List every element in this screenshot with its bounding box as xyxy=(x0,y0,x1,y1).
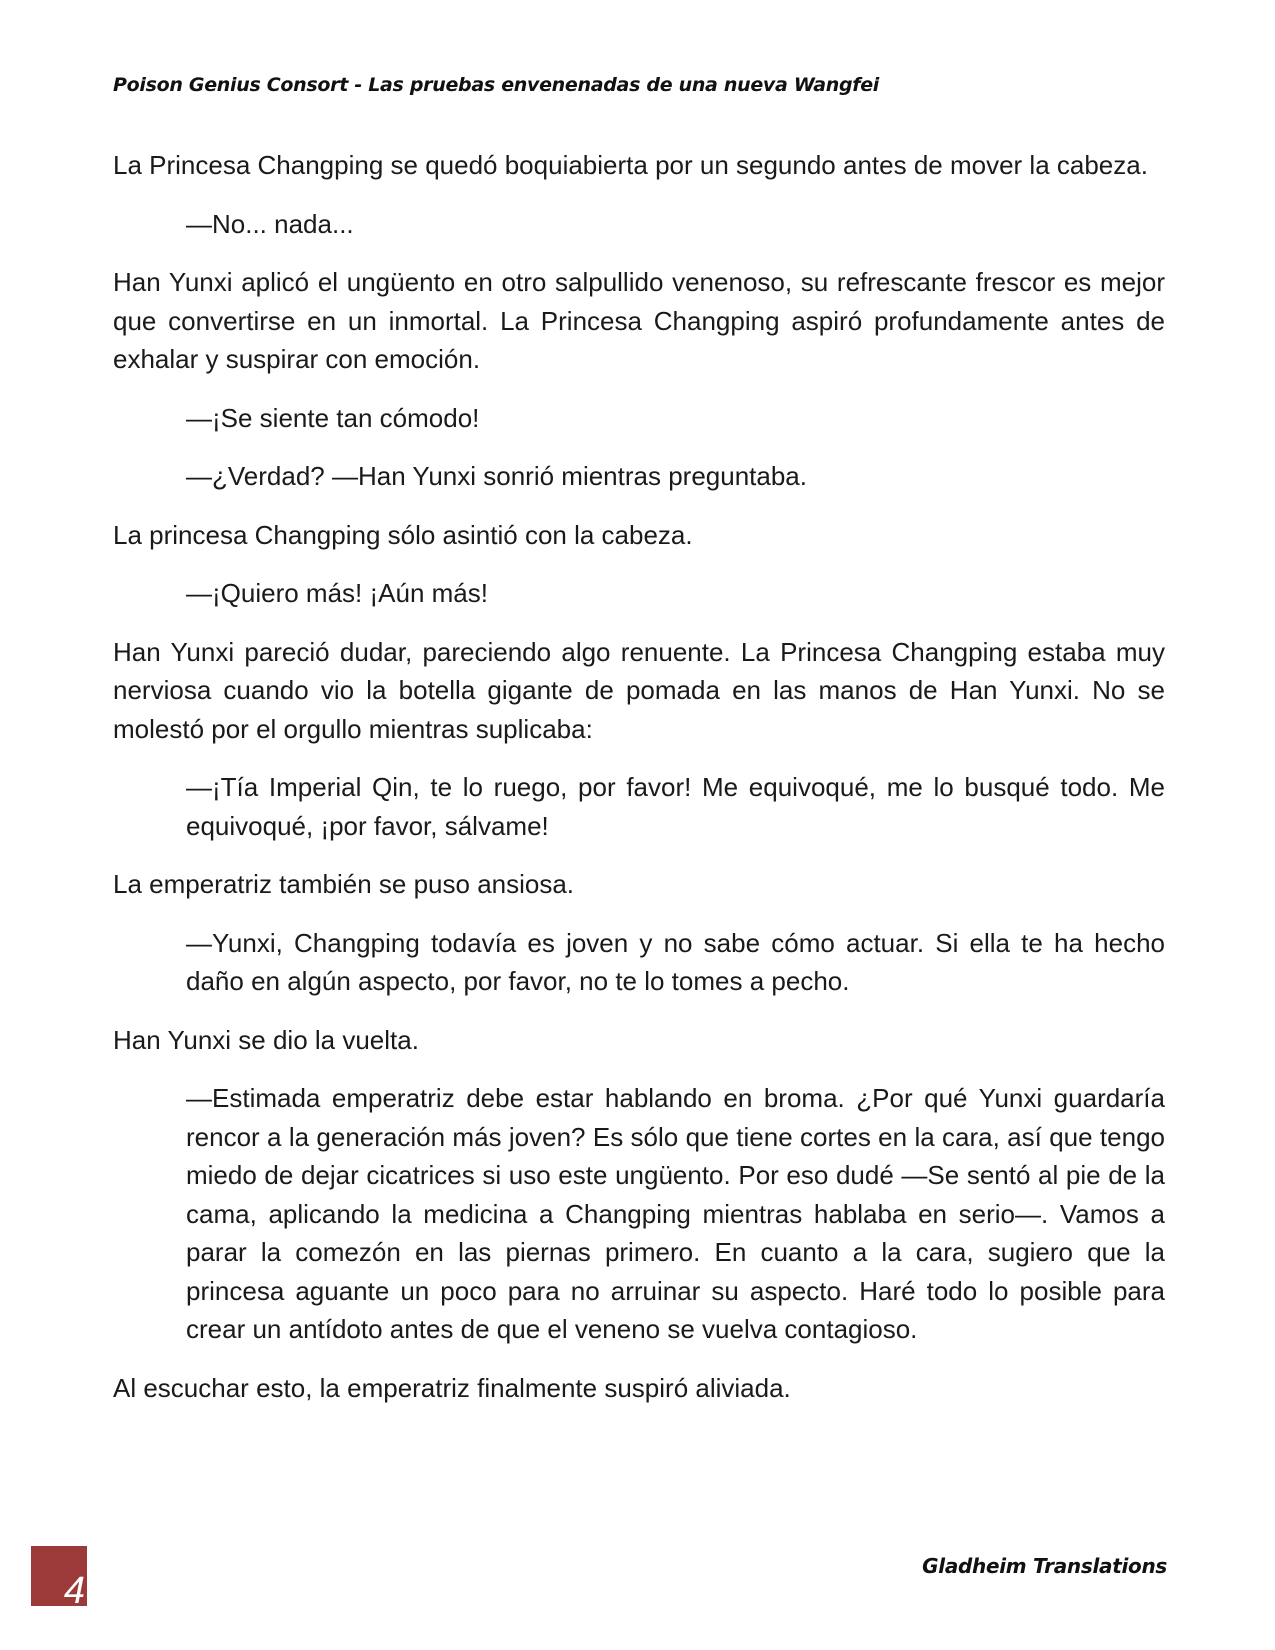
footer-credit: Gladheim Translations xyxy=(922,1554,1167,1578)
paragraph-narration: Han Yunxi aplicó el ungüento en otro salpullido venenoso, su refrescante frescor es mejor que convertirse en un inmortal. La Princesa Changping aspiró profundamente antes de exhalar y suspirar con emoción. xyxy=(113,267,1165,374)
paragraph-narration: La emperatriz también se puso ansiosa. xyxy=(113,869,575,899)
paragraph-narration: La Princesa Changping se quedó boquiabierta por un segundo antes de mover la cabeza. xyxy=(113,150,1148,180)
paragraph-dialogue: —¿Verdad? —Han Yunxi sonrió mientras preguntaba. xyxy=(186,461,807,491)
paragraph-dialogue: —No... nada... xyxy=(186,208,354,239)
paragraph-narration: Al escuchar esto, la emperatriz finalmente suspiró aliviada. xyxy=(113,1372,791,1403)
page-number-badge xyxy=(31,1546,87,1604)
paragraph-narration: Han Yunxi se dio la vuelta. xyxy=(113,1024,419,1055)
paragraph-dialogue: —¡Quiero más! ¡Aún más! xyxy=(186,578,488,608)
page-header-title: Poison Genius Consort - Las pruebas envenenadas de una nueva Wangfei xyxy=(113,74,880,96)
paragraph-dialogue: —Estimada emperatriz debe estar hablando en broma. ¿Por qué Yunxi guardaría rencor a la generación más joven? Es sólo que tiene cortes en la cara, así que tengo miedo de dejar cicatrices si uso este ungüento. Por eso dudé —Se sentó al pie de la cama, aplicando la medicina a Changping mientras hablaba en serio—. Vamos a parar la comezón en las piernas primero. En cuanto a la cara, sugiero que la princesa aguante un poco para no arruinar su aspecto. Haré todo lo posible para crear un antídoto antes de que el veneno se vuelva contagioso. xyxy=(186,1083,1165,1344)
paragraph-dialogue: —¡Se siente tan cómodo! xyxy=(186,402,480,433)
page-number: 4 xyxy=(63,1570,85,1604)
document-body xyxy=(113,146,1165,1427)
paragraph-dialogue: —Yunxi, Changping todavía es joven y no sabe cómo actuar. Si ella te ha hecho daño en algún aspecto, por favor, no te lo tomes a pecho. xyxy=(186,927,1165,996)
paragraph-narration: La princesa Changping sólo asintió con la cabeza. xyxy=(113,519,693,550)
page-number-underline xyxy=(31,1604,87,1606)
paragraph-narration: Han Yunxi pareció dudar, pareciendo algo renuente. La Princesa Changping estaba muy nerviosa cuando vio la botella gigante de pomada en las manos de Han Yunxi. No se molestó por el orgullo mientras suplicaba: xyxy=(113,636,1165,744)
paragraph-dialogue: —¡Tía Imperial Qin, te lo ruego, por favor! Me equivoqué, me lo busqué todo. Me equivoqué, ¡por favor, sálvame! xyxy=(186,772,1165,841)
